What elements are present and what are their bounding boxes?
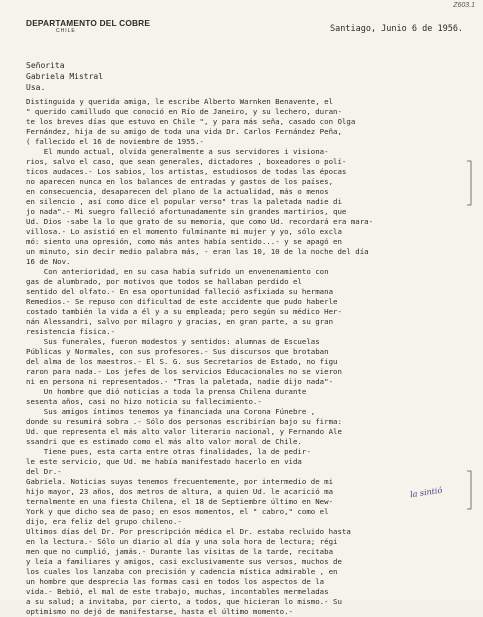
recipient-salutation: Señorita [26, 61, 65, 70]
body-line: dijo, era feliz del grupo chileno.- [26, 517, 182, 526]
body-line: ( fallecido el 16 de noviembre de 1955.- [26, 137, 204, 146]
body-line: Tiene pues, esta carta entre otras finalidades, la de pedir- [26, 447, 311, 456]
body-line: a su salud; a invitaba, por cierto, a todos, que hicieran lo mismo.- Su [26, 597, 342, 606]
body-line: donde su resumirá sobra .- Sólo dos personas escribirían bajo su firma: [26, 417, 342, 426]
recipient-address [26, 60, 103, 93]
body-line: Un hombre que dió noticias a toda la prensa Chilena durante [26, 387, 307, 396]
body-line: Ud. que representa el más alto valor literario nacional, y Fernando Ale [26, 427, 342, 436]
body-line: El mundo actual, olvida generalmente a sus servidores i visiona- [26, 147, 329, 156]
body-line: rios, salvo el caso, que sean generales, dictadores , boxeadores o polí- [26, 157, 347, 166]
body-line: Sus amigos íntimos tenemos ya financiada una Corona Fúnebre , [26, 407, 316, 416]
body-line: los cuales los lanzaba con precisión y cadencia mística admirable , en [26, 567, 338, 576]
body-line: gas de alumbrado, por motivos que todos se hallaban perdido el [26, 277, 302, 286]
body-line: resistencia física.- [26, 327, 115, 336]
body-line: optimismo no dejó de manifestarse, hasta el último momento.- [26, 607, 293, 616]
body-line: sesenta años, casi no hizo noticia su fallecimiento.- [26, 397, 262, 406]
body-line: Ultimos días del Dr. Por prescripción médica el Dr. estaba recluido hasta [26, 527, 351, 536]
body-line: Distinguida y querida amiga, le escribe Alberto Warnken Benavente, el [26, 97, 334, 106]
body-line: del alma de los maestros.- El S. G. sus Secretarios de Estado, no figu [26, 357, 338, 366]
body-line: en silencio , así como dice el popular verso" tras la paletada nadie di [26, 197, 342, 206]
body-line: ni en persona ni representados.- "Tras la paletada, nadie dijo nada"- [26, 377, 334, 386]
body-line: Públicas y Normales, con sus profesores.- Sus discursos que brotaban [26, 347, 329, 356]
body-line: le este servicio, que Ud. me había manifestado hacerlo en vida [26, 457, 302, 466]
body-line: mó: siento una opresión, como más antes había sentido...- y se apagó en [26, 237, 342, 246]
body-line: un hombre que desprecia las formas casi en todos los aspectos de la [26, 577, 325, 586]
handwritten-note: la sintió [409, 485, 443, 500]
body-line: Ud. Dios -sabe la lo que grato de su memoria, que como Ud. recordará era mara- [26, 217, 374, 226]
body-line: costado también la vida a él y a su empleada; pero según su médico Her- [26, 307, 342, 316]
letter-date: Santiago, Junio 6 de 1956. [330, 24, 464, 34]
body-line: men que no cumplió, jamás.- Durante las visitas de la tarde, recitaba [26, 547, 334, 556]
body-line: Gabriela. Noticias suyas tenemos frecuentemente, por intermedio de mi [26, 477, 334, 486]
body-line: raron para nada.- Los jefes de los servicios Educacionales no se vieron [26, 367, 342, 376]
body-line: Fernández, hija de su amigo de toda una vida Dr. Carlos Fernández Peña, [26, 127, 342, 136]
body-line: nán Alessandri, salvo por milagro y gracias, en gran parte, a su gran [26, 317, 334, 326]
recipient-location: Usa. [26, 83, 46, 92]
archive-number: Z603.1 [453, 2, 475, 9]
body-line: en consecuencia, desaparecen del plano de la actualidad, más o menos [26, 187, 329, 196]
body-line: sentido del olfato.- En esa oportunidad falleció asfixiada su hermana [26, 287, 334, 296]
body-line: ssandri que es estimado como el más alto valor moral de Chile. [26, 437, 302, 446]
body-line: en la lectura.- Sólo un diario al día y una sola hora de lectura; régi [26, 537, 338, 546]
body-line: hijo mayor, 23 años, dos metros de altura, a quien Ud. le acarició ma [26, 487, 334, 496]
body-line: no aparecen nunca en los balances de entradas y gastos de los países, [26, 177, 334, 186]
body-line: ticos audaces.- Los sabios, los artistas, estudiosos de todas las épocas [26, 167, 347, 176]
letterhead-organization: DEPARTAMENTO DEL COBRE [26, 18, 151, 28]
body-line: te los breves días que estuvo en Chile ", y para más seña, casado con Olga [26, 117, 356, 126]
margin-bracket-mark [466, 160, 472, 206]
body-line: Con anterioridad, en su casa había sufrido un envenenamiento con [26, 267, 329, 276]
body-line: Remedios.- Se repuso con dificultad de este accidente que pudo haberle [26, 297, 338, 306]
body-line: 16 de Nov. [26, 257, 71, 266]
body-line: vida.- Bebió, el mal de este trabajo, muchas, incontables mermeladas [26, 587, 329, 596]
body-line: " querido camilludo que conoció en Río de Janeiro, y su lechero, duran- [26, 107, 342, 116]
body-line: villosa.- Lo asistió en el momento fulminante mi mujer y yo, sólo excla [26, 227, 342, 236]
body-line: y leía a familiares y amigos, casi exclusivamente sus versos, muchos de [26, 557, 342, 566]
body-line: Sus funerales, fueron modestos y sentidos: alumnas de Escuelas [26, 337, 320, 346]
letterhead-country: CHILE [56, 28, 76, 34]
body-line: un minuto, sin decir medio palabra más, - eran las 10, 10 de la noche del día [26, 247, 369, 256]
recipient-name: Gabriela Mistral [26, 72, 104, 81]
body-line: del Dr.- [26, 467, 62, 476]
body-line: York y que dicho sea de paso; en esos momentos, el " cabro," como el [26, 507, 329, 516]
body-line: jo nada".- Mi suegro falleció afortunadamente sin grandes martirios, que [26, 207, 347, 216]
body-line: ternalmente en una fiesta Chilena, el 18 de Septiembre último en New- [26, 497, 334, 506]
letter-body [26, 97, 466, 617]
margin-bracket-mark-lower [466, 470, 472, 510]
